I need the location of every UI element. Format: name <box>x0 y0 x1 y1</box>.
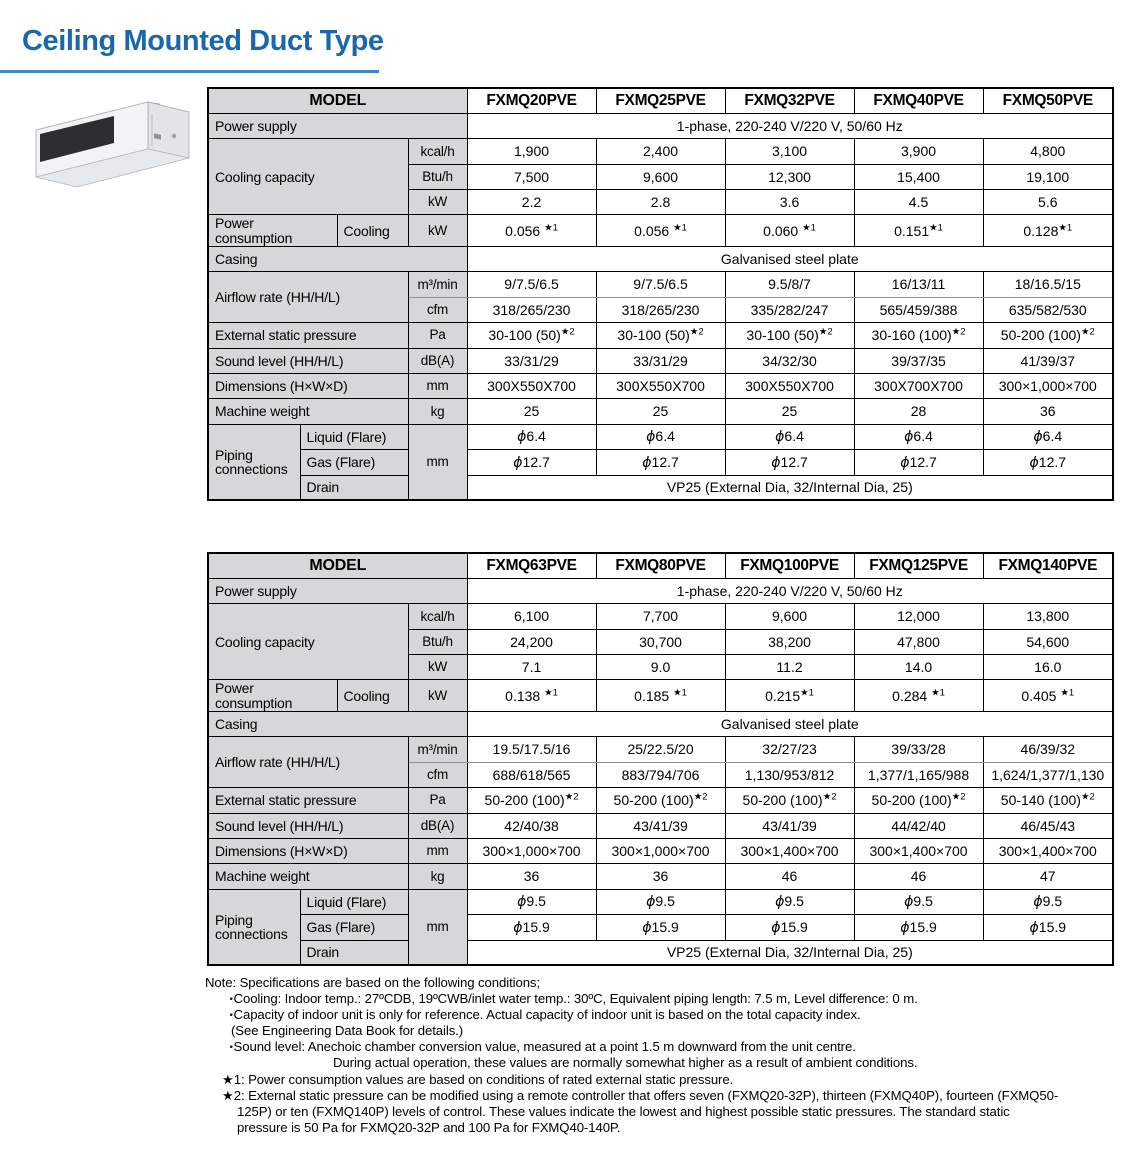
model-label: MODEL <box>208 553 467 578</box>
value-cell: 50-200 $(100)^{★2}$ <box>467 788 596 813</box>
note-text: Power consumption values are based on conditions of rated external static pressure. <box>248 1071 734 1087</box>
value-cell: 36 <box>467 864 596 889</box>
value-cell: 25/22.5/20 <box>596 737 725 762</box>
value-cell: 19.5/17.5/16 <box>467 737 596 762</box>
value-cell: 11.2 <box>725 655 854 680</box>
value-cell: 3,100 <box>725 139 854 164</box>
value-cell: 5.6 <box>983 190 1113 215</box>
note-lines <box>205 991 1138 1136</box>
value-cell: 300×1,000×700 <box>983 373 1113 398</box>
star-marker: ★1: <box>222 1071 245 1087</box>
value-cell-wide: 1-phase, 220-240 V/220 V, 50/60 Hz <box>467 578 1113 603</box>
row-label-sound: Sound level (HH/H/L) <box>208 813 408 838</box>
value-cell: 883/794/706 <box>596 762 725 787</box>
spec-table-models-63-140 <box>207 552 1114 966</box>
star-marker: ★2: <box>222 1087 245 1103</box>
unit-cell: kcal/h <box>408 139 467 164</box>
value-cell: 1,624/1,377/1,130 <box>983 762 1113 787</box>
row-label-power-consumption: Power consumption <box>208 215 337 247</box>
value-cell: 33/31/29 <box>596 348 725 373</box>
value-cell: 36 <box>983 399 1113 424</box>
value-cell: 43/41/39 <box>596 813 725 838</box>
note-line <box>222 1088 1138 1104</box>
value-cell: 300X550X700 <box>467 373 596 398</box>
value-cell: 50-200 $(100)^{★2}$ <box>596 788 725 813</box>
value-cell: 47,800 <box>854 629 983 654</box>
value-cell: 2,400 <box>596 139 725 164</box>
unit-cell: mm <box>408 889 467 965</box>
value-cell: $0.128^{★1}$ <box>983 215 1113 247</box>
model-header-cell: FXMQ125PVE <box>854 553 983 578</box>
model-header-cell: FXMQ40PVE <box>854 88 983 113</box>
model-header-cell: FXMQ63PVE <box>467 553 596 578</box>
value-cell: 12,000 <box>854 604 983 629</box>
value-cell: 0.056 $^{★1}$ <box>467 215 596 247</box>
value-cell: 318/265/230 <box>596 297 725 322</box>
value-cell: 54,600 <box>983 629 1113 654</box>
value-cell: 13,800 <box>983 604 1113 629</box>
model-header-cell: FXMQ25PVE <box>596 88 725 113</box>
note-text: Capacity of indoor unit is only for reference. Actual capacity of indoor unit is based on the total capacity index. <box>233 1007 861 1023</box>
model-header-cell: FXMQ20PVE <box>467 88 596 113</box>
row-label-piping: Piping connections <box>208 889 300 965</box>
value-cell: 9,600 <box>725 604 854 629</box>
value-cell-wide: VP25 (External Dia, 32/Internal Dia, 25) <box>467 475 1113 500</box>
value-cell: ϕ6.4 <box>854 424 983 449</box>
note-text: pressure is 50 Pa for FXMQ20-32P and 100 Pa for FXMQ40-140P. <box>237 1119 621 1135</box>
value-cell: 7,700 <box>596 604 725 629</box>
value-cell: ϕ6.4 <box>983 424 1113 449</box>
value-cell: 565/459/388 <box>854 297 983 322</box>
unit-cell: m³/min <box>408 272 467 297</box>
note-line <box>229 1039 1138 1055</box>
value-cell: 3.6 <box>725 190 854 215</box>
model-header-cell: FXMQ100PVE <box>725 553 854 578</box>
value-cell: 19,100 <box>983 164 1113 189</box>
value-cell: 34/32/30 <box>725 348 854 373</box>
value-cell: ϕ9.5 <box>596 889 725 914</box>
row-label-cooling-capacity: Cooling capacity <box>208 604 408 680</box>
value-cell: ϕ12.7 <box>467 450 596 475</box>
value-cell: ϕ6.4 <box>725 424 854 449</box>
bullet-icon: • <box>229 1041 233 1053</box>
page-title: Ceiling Mounted Duct Type <box>22 25 384 57</box>
value-cell: 30-100 $(50)^{★2}$ <box>467 323 596 348</box>
note-text: 125P) or ten (FXMQ140P) levels of control. These values indicate the lowest and highest possible static pressures. The standard static <box>237 1103 1010 1119</box>
value-cell: 42/40/38 <box>467 813 596 838</box>
value-cell: 36 <box>596 864 725 889</box>
value-cell: 39/33/28 <box>854 737 983 762</box>
value-cell: 300×1,400×700 <box>983 838 1113 863</box>
value-cell: ϕ9.5 <box>854 889 983 914</box>
value-cell: 635/582/530 <box>983 297 1113 322</box>
unit-cell: kg <box>408 864 467 889</box>
value-cell: 1,900 <box>467 139 596 164</box>
value-cell: 0.284 $^{★1}$ <box>854 680 983 712</box>
value-cell: 15,400 <box>854 164 983 189</box>
note-text: (See Engineering Data Book for details.) <box>231 1023 464 1039</box>
bullet-icon: • <box>229 993 233 1005</box>
row-label-gas: Gas (Flare) <box>300 915 408 940</box>
unit-cell: Btu/h <box>408 164 467 189</box>
value-cell: $0.151^{★1}$ <box>854 215 983 247</box>
unit-cell: mm <box>408 373 467 398</box>
value-cell: 6,100 <box>467 604 596 629</box>
value-cell: 9/7.5/6.5 <box>596 272 725 297</box>
unit-cell: kW <box>408 680 467 712</box>
note-text: Cooling: Indoor temp.: 27ºCDB, 19ºCWB/inlet water temp.: 30ºC, Equivalent piping length: 7.5 m, Level difference: 0 m. <box>233 991 918 1007</box>
row-label-airflow: Airflow rate (HH/H/L) <box>208 737 408 788</box>
value-cell: ϕ12.7 <box>983 450 1113 475</box>
model-header-cell: FXMQ50PVE <box>983 88 1113 113</box>
value-cell: 18/16.5/15 <box>983 272 1113 297</box>
value-cell: 50-200 $(100)^{★2}$ <box>854 788 983 813</box>
unit-cell: kW <box>408 655 467 680</box>
value-cell: $0.215^{★1}$ <box>725 680 854 712</box>
row-label-dimensions: Dimensions (H×W×D) <box>208 838 408 863</box>
value-cell: 46 <box>725 864 854 889</box>
note-line <box>237 1120 1138 1136</box>
value-cell: 300×1,400×700 <box>854 838 983 863</box>
value-cell: ϕ15.9 <box>596 915 725 940</box>
value-cell: 43/41/39 <box>725 813 854 838</box>
note-line <box>333 1055 1138 1071</box>
value-cell: 30-100 $(50)^{★2}$ <box>596 323 725 348</box>
value-cell: 1,377/1,165/988 <box>854 762 983 787</box>
value-cell: ϕ15.9 <box>467 915 596 940</box>
row-label-weight: Machine weight <box>208 399 408 424</box>
value-cell: 0.056 $^{★1}$ <box>596 215 725 247</box>
value-cell: 39/37/35 <box>854 348 983 373</box>
model-header-cell: FXMQ140PVE <box>983 553 1113 578</box>
value-cell: ϕ15.9 <box>854 915 983 940</box>
model-label: MODEL <box>208 88 467 113</box>
duct-unit-illustration <box>26 92 204 194</box>
row-label-esp: External static pressure <box>208 323 408 348</box>
row-label-cooling: Cooling <box>337 680 408 712</box>
value-cell: 47 <box>983 864 1113 889</box>
row-label-cooling: Cooling <box>337 215 408 247</box>
value-cell: 0.060 $^{★1}$ <box>725 215 854 247</box>
row-label-drain: Drain <box>300 940 408 965</box>
row-label-airflow: Airflow rate (HH/H/L) <box>208 272 408 323</box>
value-cell: 300×1,000×700 <box>467 838 596 863</box>
value-cell: 28 <box>854 399 983 424</box>
row-label-power-supply: Power supply <box>208 113 467 138</box>
value-cell: 3,900 <box>854 139 983 164</box>
value-cell: ϕ6.4 <box>467 424 596 449</box>
unit-cell: kg <box>408 399 467 424</box>
note-line <box>229 991 1138 1007</box>
value-cell: ϕ15.9 <box>725 915 854 940</box>
value-cell: 38,200 <box>725 629 854 654</box>
unit-cell: kW <box>408 215 467 247</box>
value-cell: 0.405 $^{★1}$ <box>983 680 1113 712</box>
model-header-cell: FXMQ80PVE <box>596 553 725 578</box>
row-label-drain: Drain <box>300 475 408 500</box>
value-cell: 7,500 <box>467 164 596 189</box>
value-cell: ϕ12.7 <box>596 450 725 475</box>
note-line <box>222 1072 1138 1088</box>
value-cell: 30-160 $(100)^{★2}$ <box>854 323 983 348</box>
value-cell-wide: Galvanised steel plate <box>467 711 1113 736</box>
value-cell-wide: Galvanised steel plate <box>467 246 1113 271</box>
value-cell-wide: VP25 (External Dia, 32/Internal Dia, 25) <box>467 940 1113 965</box>
note-heading: Note: Specifications are based on the following conditions; <box>205 975 540 990</box>
row-label-sound: Sound level (HH/H/L) <box>208 348 408 373</box>
value-cell: 46/45/43 <box>983 813 1113 838</box>
value-cell: ϕ9.5 <box>983 889 1113 914</box>
title-underline-rule <box>0 70 379 73</box>
value-cell: 318/265/230 <box>467 297 596 322</box>
value-cell: 33/31/29 <box>467 348 596 373</box>
value-cell: 300X550X700 <box>725 373 854 398</box>
value-cell: 2.2 <box>467 190 596 215</box>
value-cell: ϕ12.7 <box>854 450 983 475</box>
value-cell: 12,300 <box>725 164 854 189</box>
row-label-dimensions: Dimensions (H×W×D) <box>208 373 408 398</box>
value-cell: 335/282/247 <box>725 297 854 322</box>
row-label-esp: External static pressure <box>208 788 408 813</box>
value-cell: 300×1,000×700 <box>596 838 725 863</box>
value-cell: 25 <box>725 399 854 424</box>
row-label-cooling-capacity: Cooling capacity <box>208 139 408 215</box>
value-cell: 50-200 $(100)^{★2}$ <box>725 788 854 813</box>
value-cell: 46 <box>854 864 983 889</box>
value-cell: 7.1 <box>467 655 596 680</box>
unit-cell: mm <box>408 424 467 500</box>
unit-cell: cfm <box>408 762 467 787</box>
value-cell: 16/13/11 <box>854 272 983 297</box>
value-cell: 9,600 <box>596 164 725 189</box>
row-label-power-consumption: Power consumption <box>208 680 337 712</box>
note-line <box>231 1023 1138 1039</box>
note-text: Sound level: Anechoic chamber conversion value, measured at a point 1.5 m downward from the unit centre. <box>233 1039 856 1055</box>
row-label-liquid: Liquid (Flare) <box>300 889 408 914</box>
row-label-gas: Gas (Flare) <box>300 450 408 475</box>
note-text: During actual operation, these values are normally somewhat higher as a result of ambient conditions. <box>333 1055 918 1071</box>
value-cell: 1,130/953/812 <box>725 762 854 787</box>
value-cell: ϕ9.5 <box>467 889 596 914</box>
row-label-casing: Casing <box>208 711 467 736</box>
unit-cell: Pa <box>408 323 467 348</box>
value-cell: 25 <box>596 399 725 424</box>
unit-cell: dB(A) <box>408 813 467 838</box>
unit-cell: Pa <box>408 788 467 813</box>
unit-cell: cfm <box>408 297 467 322</box>
row-label-power-supply: Power supply <box>208 578 467 603</box>
value-cell: 41/39/37 <box>983 348 1113 373</box>
note-line <box>229 1007 1138 1023</box>
unit-cell: mm <box>408 838 467 863</box>
row-label-piping: Piping connections <box>208 424 300 500</box>
value-cell: 30-100 $(50)^{★2}$ <box>725 323 854 348</box>
unit-cell: Btu/h <box>408 629 467 654</box>
unit-cell: dB(A) <box>408 348 467 373</box>
value-cell: 50-140 $(100)^{★2}$ <box>983 788 1113 813</box>
value-cell: 46/39/32 <box>983 737 1113 762</box>
notes-block <box>205 975 1138 1136</box>
value-cell: 14.0 <box>854 655 983 680</box>
value-cell: 44/42/40 <box>854 813 983 838</box>
value-cell: 9/7.5/6.5 <box>467 272 596 297</box>
value-cell: 32/27/23 <box>725 737 854 762</box>
value-cell: 4.5 <box>854 190 983 215</box>
row-label-liquid: Liquid (Flare) <box>300 424 408 449</box>
value-cell: 24,200 <box>467 629 596 654</box>
value-cell: 300X700X700 <box>854 373 983 398</box>
unit-cell: kcal/h <box>408 604 467 629</box>
value-cell-wide: 1-phase, 220-240 V/220 V, 50/60 Hz <box>467 113 1113 138</box>
value-cell: ϕ12.7 <box>725 450 854 475</box>
value-cell: 16.0 <box>983 655 1113 680</box>
value-cell: 0.185 $^{★1}$ <box>596 680 725 712</box>
value-cell: 9.0 <box>596 655 725 680</box>
row-label-casing: Casing <box>208 246 467 271</box>
note-text: External static pressure can be modified using a remote controller that offers seven (FXMQ20-32P), thirteen (FXMQ40P), fourteen (FXMQ50- <box>248 1087 1059 1103</box>
bullet-icon: • <box>229 1009 233 1021</box>
unit-cell: m³/min <box>408 737 467 762</box>
value-cell: 9.5/8/7 <box>725 272 854 297</box>
value-cell: 0.138 $^{★1}$ <box>467 680 596 712</box>
value-cell: 688/618/565 <box>467 762 596 787</box>
value-cell: ϕ15.9 <box>983 915 1113 940</box>
value-cell: ϕ6.4 <box>596 424 725 449</box>
value-cell: ϕ9.5 <box>725 889 854 914</box>
value-cell: 50-200 $(100)^{★2}$ <box>983 323 1113 348</box>
value-cell: 4,800 <box>983 139 1113 164</box>
spec-table-models-20-50 <box>207 87 1114 501</box>
unit-cell: kW <box>408 190 467 215</box>
value-cell: 300×1,400×700 <box>725 838 854 863</box>
unit-end-face <box>148 102 189 158</box>
row-label-weight: Machine weight <box>208 864 408 889</box>
model-header-cell: FXMQ32PVE <box>725 88 854 113</box>
value-cell: 300X550X700 <box>596 373 725 398</box>
note-line <box>237 1104 1138 1120</box>
value-cell: 2.8 <box>596 190 725 215</box>
value-cell: 30,700 <box>596 629 725 654</box>
value-cell: 25 <box>467 399 596 424</box>
